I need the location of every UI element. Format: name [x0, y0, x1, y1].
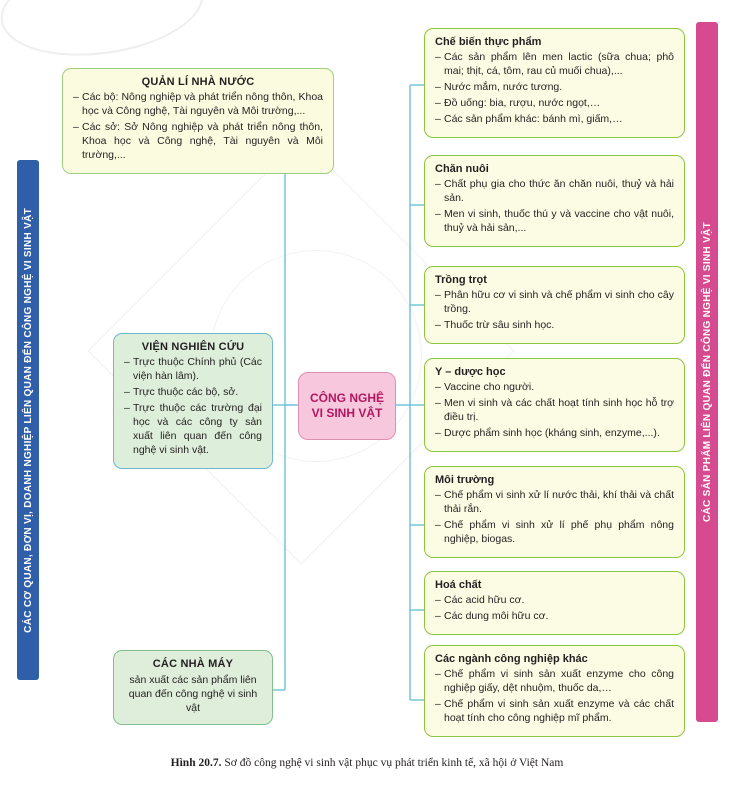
list-item: – Các sở: Sở Nông nghiệp và phát triển nông thôn, Khoa học và Công nghệ, Tài nguyên và Môi trường,...: [73, 121, 323, 163]
node-title: Môi trường: [435, 474, 495, 486]
sidebar-right-label: [696, 22, 718, 722]
node-cac-nha-may[interactable]: [113, 650, 273, 725]
figure-caption: [0, 757, 734, 769]
list-item: – Phân hữu cơ vi sinh và chế phẩm vi sinh cho cây trồng.: [435, 289, 674, 317]
figure-caption-label: Hình 20.7.: [170, 757, 222, 769]
node-quan-li-nha-nuoc[interactable]: [62, 68, 334, 174]
list-item: – Các acid hữu cơ.: [435, 594, 674, 608]
list-item: – Men vi sinh, thuốc thú y và vaccine cho vật nuôi, thuỷ và hải sản,...: [435, 208, 674, 236]
list-item: – Nước mắm, nước tương.: [435, 81, 674, 95]
list-item: – Chất phụ gia cho thức ăn chăn nuôi, thuỷ và hải sản.: [435, 178, 674, 206]
center-node-cong-nghe-vi-sinh-vat[interactable]: [298, 372, 396, 440]
list-item: – Các sản phẩm lên men lactic (sữa chua; phô mai; thịt, cá, tôm, rau củ muối chua),...: [435, 51, 674, 79]
list-item: – Thuốc trừ sâu sinh học.: [435, 319, 674, 333]
list-item: – Đồ uống: bia, rượu, nước ngọt,…: [435, 97, 674, 111]
list-item: – Các dung môi hữu cơ.: [435, 610, 674, 624]
list-item: – Chế phẩm vi sinh xử lí phế phụ phẩm nông nghiệp, biogas.: [435, 519, 674, 547]
list-item: – Chế phẩm vi sinh sản xuất enzyme và các chất hoạt tính cho công nghiệp mĩ phẩm.: [435, 698, 674, 726]
node-cac-nganh-cong-nghiep-khac[interactable]: [424, 645, 685, 737]
list-item: – Vaccine cho người.: [435, 381, 674, 395]
list-item: – Các sản phẩm khác: bánh mì, giấm,…: [435, 113, 674, 127]
node-title: QUẢN LÍ NHÀ NƯỚC: [141, 76, 255, 88]
node-chan-nuoi[interactable]: [424, 155, 685, 247]
node-title: Y – dược học: [435, 366, 506, 378]
node-item-list: [435, 594, 674, 624]
center-node-line2: VI SINH VẬT: [311, 406, 383, 420]
node-title: CÁC NHÀ MÁY: [152, 658, 234, 670]
node-item-list: [124, 356, 262, 458]
node-item-list: [435, 668, 674, 726]
list-item: – Dược phẩm sinh học (kháng sinh, enzyme,...).: [435, 427, 674, 441]
list-item: – Các bộ: Nông nghiệp và phát triển nông thôn, Khoa học và Công nghệ, Tài nguyên và Môi trường,...: [73, 91, 323, 119]
node-y-duoc-hoc[interactable]: [424, 358, 685, 452]
node-text: sản xuất các sản phẩm liên quan đến công nghệ vi sinh vật: [128, 674, 258, 715]
list-item: – Chế phẩm vi sinh sản xuất enzyme cho công nghiệp giấy, dệt nhuộm, thuốc da,…: [435, 668, 674, 696]
node-item-list: [435, 51, 674, 127]
list-item: – Trực thuộc các bộ, sở.: [124, 386, 262, 400]
list-item: – Chế phẩm vi sinh xử lí nước thải, khí thải và chất thải rắn.: [435, 489, 674, 517]
sidebar-right-text: CÁC SẢN PHẨM LIÊN QUAN ĐẾN CÔNG NGHỆ VI SINH VẬT: [701, 222, 713, 522]
list-item: – Trực thuộc các trường đại học và các công ty sản xuất liên quan đến công nghệ vi sinh vật.: [124, 402, 262, 458]
list-item: – Men vi sinh và các chất hoạt tính sinh học hỗ trợ điều trị.: [435, 397, 674, 425]
node-vien-nghien-cuu[interactable]: [113, 333, 273, 469]
node-item-list: [435, 381, 674, 441]
node-che-bien-thuc-pham[interactable]: [424, 28, 685, 138]
node-title: Chế biến thực phẩm: [435, 36, 542, 48]
node-title: VIỆN NGHIÊN CỨU: [141, 341, 245, 353]
node-title: Trồng trọt: [435, 274, 487, 286]
sidebar-left-label: [17, 160, 39, 680]
node-moi-truong[interactable]: [424, 466, 685, 558]
node-item-list: [435, 489, 674, 547]
center-node-text: [310, 391, 384, 421]
center-node-line1: CÔNG NGHỆ: [309, 391, 384, 405]
node-title: Chăn nuôi: [435, 163, 489, 175]
node-hoa-chat[interactable]: [424, 571, 685, 635]
list-item: – Trực thuộc Chính phủ (Các viện hàn lâm).: [124, 356, 262, 384]
figure-caption-text: Sơ đồ công nghệ vi sinh vật phục vụ phát triển kinh tế, xã hội ở Việt Nam: [221, 757, 564, 769]
node-title: Các ngành công nghiệp khác: [435, 653, 588, 665]
node-item-list: [435, 289, 674, 333]
node-trong-trot[interactable]: [424, 266, 685, 344]
sidebar-left-text: CÁC CƠ QUAN, ĐƠN VỊ, DOANH NGHIỆP LIÊN QUAN ĐẾN CÔNG NGHỆ VI SINH VẬT: [22, 207, 34, 633]
node-item-list: [435, 178, 674, 236]
node-title: Hoá chất: [435, 579, 482, 591]
decorative-arc: [0, 0, 210, 68]
node-item-list: [73, 91, 323, 163]
